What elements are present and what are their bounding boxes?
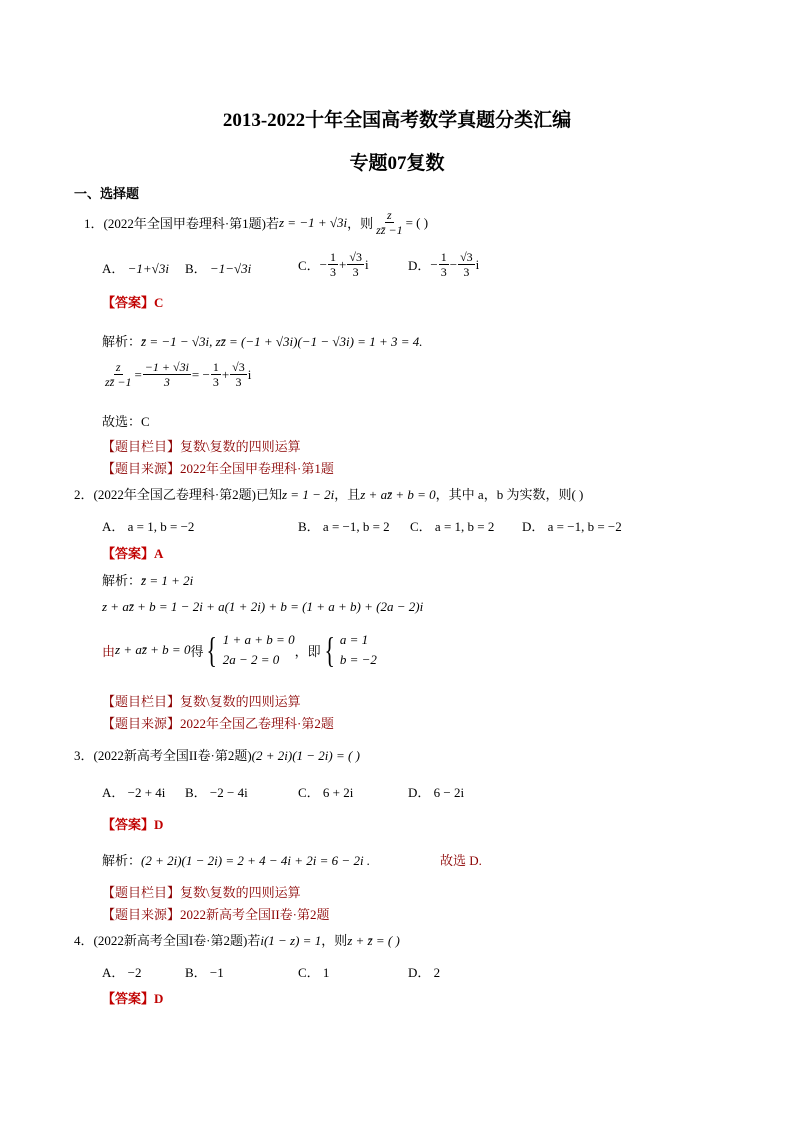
q1-option-d-sign: −: [430, 256, 438, 272]
q1-option-c-frac2: [347, 250, 364, 279]
q1-column-label: 【题目栏目】: [102, 439, 181, 454]
section-heading: 一、选择题: [74, 186, 140, 201]
q2-system-2: [321, 630, 377, 670]
q1-frac-den: zz̄ −1: [376, 223, 403, 237]
q1-option-c-sign: −: [319, 256, 328, 272]
page-title: 2013-2022十年全国高考数学真题分类汇编: [222, 110, 572, 131]
q3-source-label: 【题目来源】: [102, 907, 181, 922]
q4-expr: i(1 − z) = 1: [260, 933, 322, 948]
q1-option-d-frac2: [458, 250, 475, 279]
q1-sol2-f2-den: 3: [163, 375, 170, 389]
q3-option-a: A． −2 + 4i: [102, 785, 166, 800]
q1-option-c: [298, 250, 369, 279]
q1-sol2-eq1: =: [134, 366, 142, 382]
q1-sol-text-1: z̄ = −1 − √3i, zz̄ = (−1 + √3i)(−1 − √3i) = 1 + 3 = 4.: [141, 334, 423, 349]
q1-option-d-minus: −: [449, 256, 458, 272]
q3-option-d: D． 6 − 2i: [408, 785, 465, 800]
q1-choose: 故选：C: [102, 414, 150, 429]
q1-sol2-f1-num: z: [115, 360, 121, 374]
q1-sol2-frac2: [143, 360, 191, 389]
q2-source-value: 2022年全国乙卷理科·第2题: [180, 716, 334, 731]
q4-option-b: B． −1: [185, 965, 224, 980]
q1-stem-text: 1．(2022年全国甲卷理科·第1题)若: [84, 216, 279, 231]
q2-z-expr: z = 1 − 2i: [282, 487, 335, 502]
q3-sol-text: (2 + 2i)(1 − 2i) = 2 + 4 − 4i + 2i = 6 − 2i .: [141, 853, 371, 868]
q1-d-f2-num: √3: [460, 250, 473, 264]
q1-answer-label: 【答案】: [102, 295, 155, 310]
q2-stem-tail: ，其中 a，b 为实数，则( ): [435, 487, 584, 502]
q1-c-f2-num: √3: [349, 250, 362, 264]
q3-answer-value: D: [154, 817, 164, 832]
question-4-stem: [74, 930, 400, 949]
q1-sol2-plus: +: [221, 366, 230, 382]
q1-option-a: [102, 258, 169, 277]
q1-answer-value: C: [154, 295, 164, 310]
q1-option-d-label: D．: [408, 258, 431, 273]
q1-sol-label: 解析：: [102, 334, 142, 349]
q1-sol2-f2-num: −1 + √3i: [144, 360, 189, 374]
q3-stem-text: 3．(2022新高考全国II卷·第2题): [74, 748, 252, 763]
q1-c-f1-num: 1: [330, 250, 337, 264]
q4-option-a: A． −2: [102, 965, 142, 980]
q2-sol3-pre: 由: [102, 643, 116, 659]
q3-column-label: 【题目栏目】: [102, 885, 181, 900]
q1-sol2-frac4: [230, 360, 247, 389]
q2-sol3-ji: ，即: [294, 643, 321, 659]
q2-option-b: B． a = −1, b = 2: [298, 519, 390, 534]
q2-source: [102, 713, 334, 732]
question-1-stem: [84, 208, 428, 237]
q2-sol-label: 解析：: [102, 573, 142, 588]
q2-option-d: D． a = −1, b = −2: [522, 519, 622, 534]
q4-stem-text: 4．(2022新高考全国I卷·第2题)若: [74, 933, 261, 948]
q1-source: [102, 458, 334, 477]
q1-option-b-label: B．: [185, 261, 207, 276]
q3-sol-label: 解析：: [102, 853, 142, 868]
q2-stem-text: 2．(2022年全国乙卷理科·第2题)已知: [74, 487, 282, 502]
page-subtitle: 专题07复数: [349, 153, 445, 174]
q3-answer-label: 【答案】: [102, 817, 155, 832]
q2-column: [102, 691, 301, 710]
q1-fraction: [374, 208, 404, 237]
q2-answer-label: 【答案】: [102, 546, 155, 561]
q2-column-value: 复数\复数的四则运算: [180, 694, 301, 709]
q2-sys2-line1: a = 1: [339, 632, 369, 647]
q2-answer: [102, 543, 163, 562]
q2-option-a: A． a = 1, b = −2: [102, 519, 195, 534]
q2-sys1-line1: 1 + a + b = 0: [222, 632, 295, 647]
q1-option-b: [185, 258, 251, 277]
q3-sol-choose: 故选 D.: [440, 853, 482, 868]
q3-column: [102, 882, 301, 901]
q3-answer: [102, 814, 163, 833]
q2-source-label: 【题目来源】: [102, 716, 181, 731]
q1-stem-mid: ，则: [347, 216, 374, 231]
q1-z-expr: z = −1 + √3i: [279, 214, 348, 230]
q3-solution: [102, 850, 370, 869]
q2-sol3-cond: z + az̄ + b = 0: [115, 642, 191, 657]
q1-option-b-value: −1−√3i: [209, 261, 252, 276]
q2-cond: z + az̄ + b = 0: [360, 487, 436, 502]
q4-stem-mid: ，则: [321, 933, 348, 948]
q1-option-c-frac1: [328, 250, 338, 279]
q1-solution-line-2: [102, 360, 251, 389]
q2-column-label: 【题目栏目】: [102, 694, 181, 709]
q2-solution-line-1: [102, 570, 193, 589]
q1-sol2-frac3: [211, 360, 221, 389]
q3-source-value: 2022新高考全国II卷·第2题: [180, 907, 330, 922]
q4-answer-label: 【答案】: [102, 991, 155, 1006]
q2-stem-mid: ，且: [334, 487, 361, 502]
brace-icon: {: [324, 630, 335, 670]
q1-c-f2-den: 3: [352, 265, 359, 279]
q2-sol3-de: 得: [190, 643, 204, 659]
q2-solution-line-3: [102, 630, 377, 670]
q1-sol2-i: i: [247, 366, 252, 382]
q1-option-c-i: i: [364, 256, 369, 272]
q1-d-f1-num: 1: [440, 250, 447, 264]
q2-sys2-line2: b = −2: [339, 652, 377, 667]
q1-option-a-value: −1+√3i: [127, 261, 169, 276]
q1-sol2-f1-den: zz̄ −1: [105, 375, 132, 389]
q1-frac-num: z: [387, 208, 392, 222]
q1-answer: [102, 292, 163, 311]
q3-source: [102, 904, 330, 923]
q2-sol-text-1: z̄ = 1 + 2i: [141, 573, 194, 588]
q4-option-d: D． 2: [408, 965, 441, 980]
q1-stem-tail: = ( ): [405, 214, 429, 230]
q1-sol2-f4-den: 3: [235, 375, 242, 389]
q1-sol2-frac1: [103, 360, 133, 389]
question-2-stem: [74, 484, 583, 503]
brace-icon: {: [206, 630, 218, 670]
q1-d-f1-den: 3: [440, 265, 447, 279]
q4-answer-value: D: [154, 991, 164, 1006]
q3-option-c: C． 6 + 2i: [298, 785, 354, 800]
q1-sol2-eq2: = −: [191, 366, 210, 382]
q1-d-f2-den: 3: [463, 265, 470, 279]
q4-option-c: C． 1: [298, 965, 330, 980]
q2-system-1: [203, 630, 294, 670]
q4-answer: [102, 988, 163, 1007]
q4-expr2: z + z̄ = ( ): [347, 933, 400, 948]
q1-option-a-label: A．: [102, 261, 125, 276]
q1-sol2-f3-den: 3: [212, 375, 219, 389]
q1-option-c-label: C．: [298, 258, 320, 273]
question-3-stem: [74, 745, 360, 764]
q1-sol2-f4-num: √3: [232, 360, 245, 374]
q2-solution-line-2: z + az̄ + b = 1 − 2i + a(1 + 2i) + b = (1 + a + b) + (2a − 2)i: [102, 599, 424, 614]
q3-expr: (2 + 2i)(1 − 2i) = ( ): [251, 748, 360, 763]
q2-answer-value: A: [154, 546, 164, 561]
q3-column-value: 复数\复数的四则运算: [180, 885, 301, 900]
q1-option-c-plus: +: [339, 256, 347, 272]
q1-option-d: [408, 250, 479, 279]
q1-solution-line-1: [102, 331, 423, 350]
q1-option-d-frac1: [439, 250, 449, 279]
q2-option-c: C． a = 1, b = 2: [410, 519, 495, 534]
q1-source-value: 2022年全国甲卷理科·第1题: [180, 461, 334, 476]
q3-option-b: B． −2 − 4i: [185, 785, 248, 800]
q1-column: [102, 436, 301, 455]
q1-source-label: 【题目来源】: [102, 461, 181, 476]
q1-column-value: 复数\复数的四则运算: [180, 439, 301, 454]
q1-sol2-f3-num: 1: [212, 360, 219, 374]
q1-option-d-i: i: [475, 256, 480, 272]
q1-c-f1-den: 3: [330, 265, 337, 279]
q2-sys1-line2: 2a − 2 = 0: [222, 652, 280, 667]
